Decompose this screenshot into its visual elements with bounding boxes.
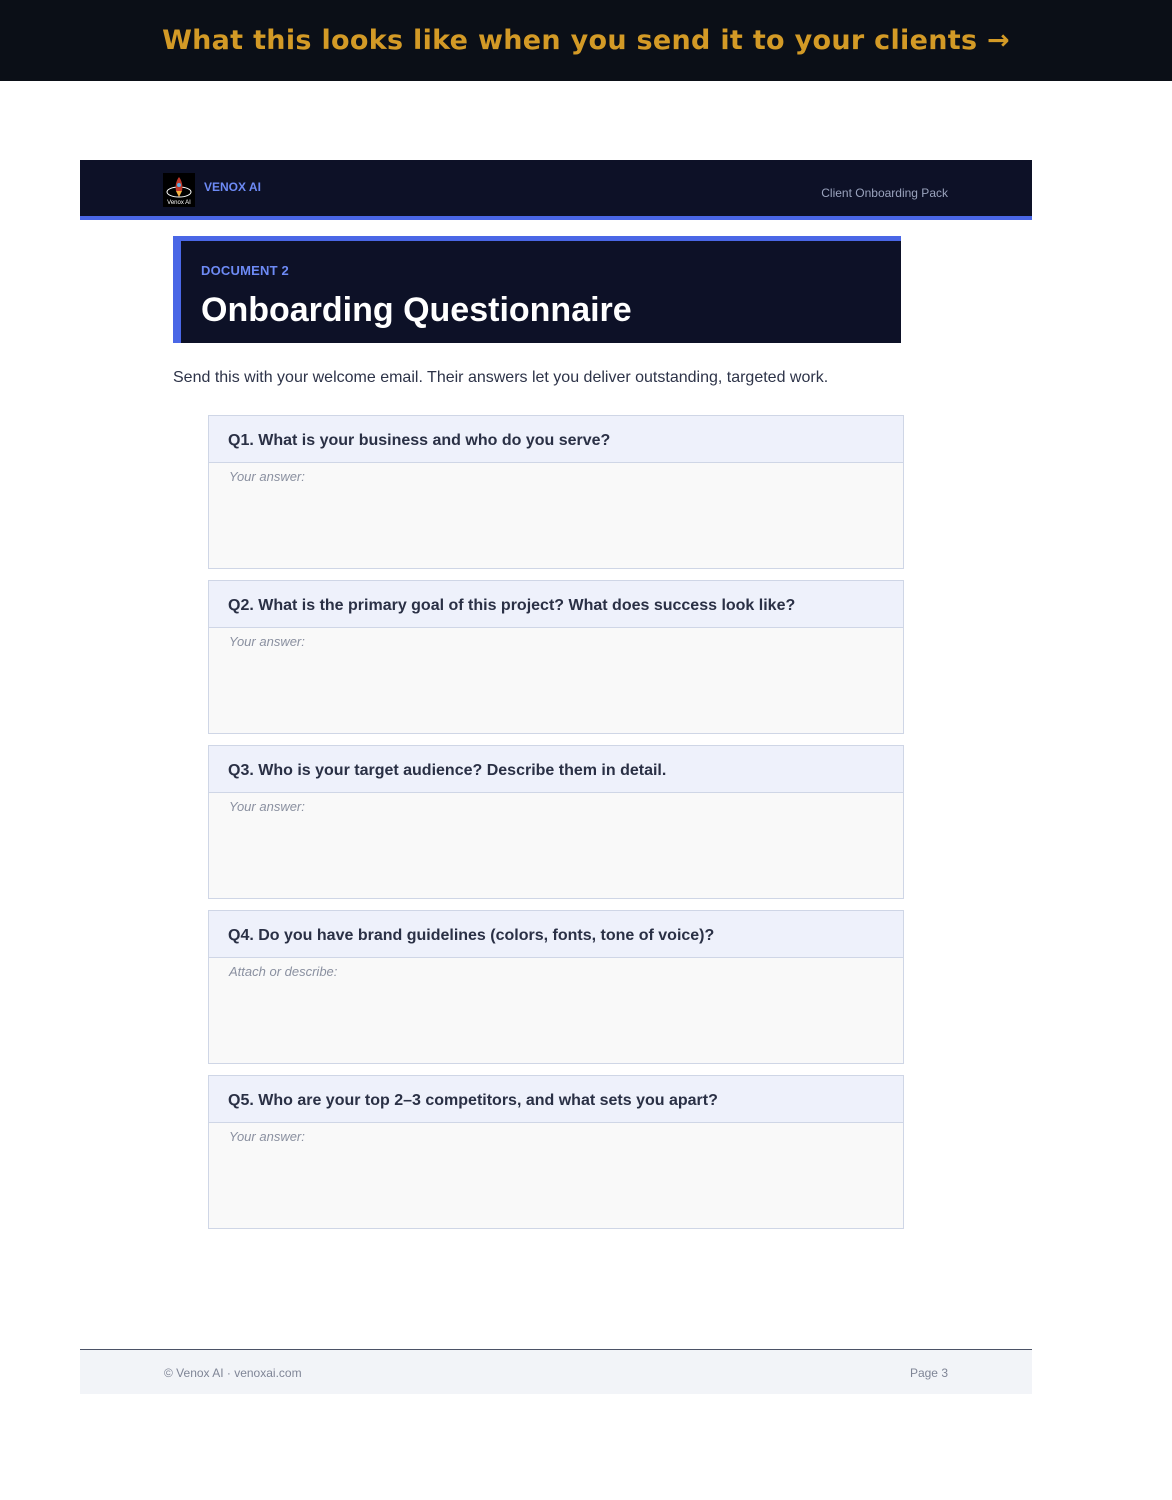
answer-field[interactable]: Your answer:	[229, 634, 305, 649]
page-footer	[80, 1349, 1032, 1394]
logo-text: Venox AI	[167, 200, 191, 206]
document-label: DOCUMENT 2	[201, 263, 289, 278]
page-title: Onboarding Questionnaire	[201, 291, 632, 329]
question-text: Q2. What is the primary goal of this project? What does success look like?	[209, 581, 903, 628]
title-card	[173, 236, 901, 343]
question-card-1	[208, 415, 904, 569]
top-banner	[0, 0, 1172, 81]
brand-name: VENOX AI	[204, 180, 261, 194]
question-text: Q5. Who are your top 2–3 competitors, and what sets you apart?	[209, 1076, 903, 1123]
pack-title: Client Onboarding Pack	[821, 186, 948, 200]
question-card-4	[208, 910, 904, 1064]
answer-field[interactable]: Your answer:	[229, 1129, 305, 1144]
document-header	[80, 160, 1032, 220]
banner-text: What this looks like when you send it to your clients →	[162, 25, 1010, 56]
intro-text: Send this with your welcome email. Their answers let you deliver outstanding, targeted work.	[173, 369, 829, 386]
footer-copyright: © Venox AI · venoxai.com	[164, 1366, 302, 1380]
answer-field[interactable]: Your answer:	[229, 799, 305, 814]
answer-field[interactable]: Your answer:	[229, 469, 305, 484]
question-text: Q1. What is your business and who do you serve?	[209, 416, 903, 463]
question-card-3	[208, 745, 904, 899]
question-card-5	[208, 1075, 904, 1229]
answer-field[interactable]: Attach or describe:	[229, 964, 338, 979]
question-text: Q4. Do you have brand guidelines (colors, fonts, tone of voice)?	[209, 911, 903, 958]
page-number: Page 3	[909, 1366, 948, 1380]
venox-logo	[163, 173, 195, 207]
question-card-2	[208, 580, 904, 734]
question-text: Q3. Who is your target audience? Describe them in detail.	[209, 746, 903, 793]
